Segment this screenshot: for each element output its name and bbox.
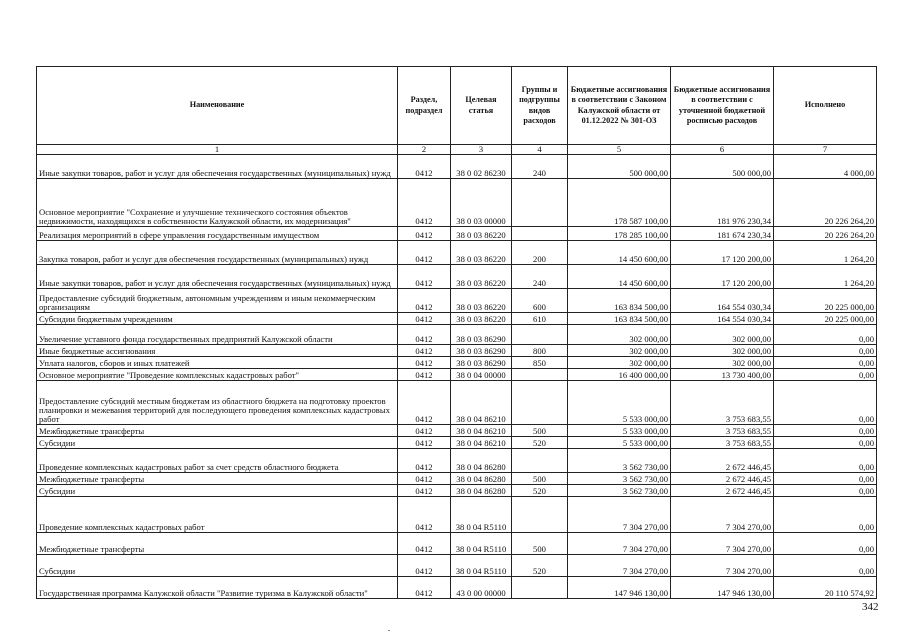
row-executed: 20 225 000,00 (774, 313, 877, 325)
row-section: 0412 (398, 577, 451, 599)
row-article: 38 0 03 86220 (451, 241, 512, 265)
row-law-allocation: 178 285 100,00 (568, 227, 671, 241)
row-section: 0412 (398, 179, 451, 227)
scan-mark (388, 630, 390, 631)
row-law-allocation: 302 000,00 (568, 345, 671, 357)
row-executed: 0,00 (774, 357, 877, 369)
row-group (512, 369, 568, 381)
row-executed: 0,00 (774, 425, 877, 437)
row-name: Субсидии (37, 555, 398, 577)
column-number: 5 (568, 145, 671, 155)
row-group (512, 381, 568, 425)
row-revised-allocation: 500 000,00 (671, 155, 774, 179)
row-name: Закупка товаров, работ и услуг для обеспечения государственных (муниципальных) нужд (37, 241, 398, 265)
row-revised-allocation: 3 753 683,55 (671, 425, 774, 437)
row-article: 38 0 04 86280 (451, 449, 512, 473)
column-number-row (37, 145, 877, 155)
table-row (37, 533, 877, 555)
row-name: Межбюджетные трансферты (37, 533, 398, 555)
row-executed: 1 264,20 (774, 241, 877, 265)
row-section: 0412 (398, 241, 451, 265)
row-section: 0412 (398, 265, 451, 289)
row-article: 38 0 04 R5110 (451, 497, 512, 533)
row-group: 500 (512, 473, 568, 485)
header-group: Группы и подгруппы видов расходов (512, 67, 568, 145)
row-name: Проведение комплексных кадастровых работ за счет средств областного бюджета (37, 449, 398, 473)
row-article: 38 0 02 86230 (451, 155, 512, 179)
row-revised-allocation: 7 304 270,00 (671, 555, 774, 577)
row-article: 38 0 03 86220 (451, 265, 512, 289)
row-revised-allocation: 3 753 683,55 (671, 437, 774, 449)
row-section: 0412 (398, 473, 451, 485)
row-revised-allocation: 147 946 130,00 (671, 577, 774, 599)
row-name: Основное мероприятие "Проведение комплексных кадастровых работ" (37, 369, 398, 381)
header-executed: Исполнено (774, 67, 877, 145)
row-article: 38 0 04 86210 (451, 437, 512, 449)
row-group (512, 179, 568, 227)
header-law-allocation: Бюджетные ассигнования в соответствии с Законом Калужской области от 01.12.2022 № 301-ОЗ (568, 67, 671, 145)
column-number: 2 (398, 145, 451, 155)
table-row (37, 369, 877, 381)
row-group: 610 (512, 313, 568, 325)
row-group: 240 (512, 265, 568, 289)
row-article: 38 0 04 R5110 (451, 533, 512, 555)
row-group: 500 (512, 533, 568, 555)
row-section: 0412 (398, 497, 451, 533)
table-header-row (37, 67, 877, 145)
row-article: 38 0 03 86220 (451, 289, 512, 313)
row-law-allocation: 3 562 730,00 (568, 473, 671, 485)
row-revised-allocation: 302 000,00 (671, 345, 774, 357)
row-name: Иные бюджетные ассигнования (37, 345, 398, 357)
row-section: 0412 (398, 437, 451, 449)
row-group (512, 577, 568, 599)
row-law-allocation: 178 587 100,00 (568, 179, 671, 227)
row-law-allocation: 5 533 000,00 (568, 425, 671, 437)
row-law-allocation: 302 000,00 (568, 325, 671, 345)
row-group: 200 (512, 241, 568, 265)
row-article: 38 0 04 R5110 (451, 555, 512, 577)
row-section: 0412 (398, 289, 451, 313)
header-article: Целевая статья (451, 67, 512, 145)
column-number: 1 (37, 145, 398, 155)
row-article: 38 0 03 86290 (451, 357, 512, 369)
column-number: 7 (774, 145, 877, 155)
row-article: 38 0 03 86220 (451, 227, 512, 241)
row-law-allocation: 163 834 500,00 (568, 313, 671, 325)
row-name: Субсидии (37, 485, 398, 497)
row-group: 850 (512, 357, 568, 369)
table-row (37, 313, 877, 325)
table-row (37, 345, 877, 357)
row-section: 0412 (398, 533, 451, 555)
row-article: 38 0 03 86290 (451, 345, 512, 357)
row-law-allocation: 7 304 270,00 (568, 497, 671, 533)
row-article: 38 0 04 00000 (451, 369, 512, 381)
table-row (37, 357, 877, 369)
row-section: 0412 (398, 449, 451, 473)
row-revised-allocation: 164 554 030,34 (671, 313, 774, 325)
row-name: Государственная программа Калужской области "Развитие туризма в Калужской области" (37, 577, 398, 599)
row-group (512, 227, 568, 241)
page-number: 342 (862, 601, 879, 613)
row-executed: 0,00 (774, 497, 877, 533)
row-group: 520 (512, 437, 568, 449)
row-law-allocation: 3 562 730,00 (568, 449, 671, 473)
row-name: Увеличение уставного фонда государственных предприятий Калужской области (37, 325, 398, 345)
table-row (37, 289, 877, 313)
row-section: 0412 (398, 381, 451, 425)
row-section: 0412 (398, 313, 451, 325)
row-article: 38 0 03 00000 (451, 179, 512, 227)
row-name: Иные закупки товаров, работ и услуг для обеспечения государственных (муниципальных) нужд (37, 265, 398, 289)
row-name: Иные закупки товаров, работ и услуг для обеспечения государственных (муниципальных) нужд (37, 155, 398, 179)
table-row (37, 425, 877, 437)
row-name: Реализация мероприятий в сфере управления государственным имуществом (37, 227, 398, 241)
row-group: 600 (512, 289, 568, 313)
row-group (512, 497, 568, 533)
table-row (37, 179, 877, 227)
row-executed: 4 000,00 (774, 155, 877, 179)
row-name: Основное мероприятие "Сохранение и улучшение технического состояния объектов недвижимости, находящихся в собственности Калужской области, их модернизация" (37, 179, 398, 227)
row-article: 38 0 04 86210 (451, 425, 512, 437)
row-name: Межбюджетные трансферты (37, 473, 398, 485)
table-row (37, 485, 877, 497)
row-group (512, 449, 568, 473)
row-law-allocation: 16 400 000,00 (568, 369, 671, 381)
row-executed: 0,00 (774, 485, 877, 497)
row-executed: 20 110 574,92 (774, 577, 877, 599)
row-law-allocation: 302 000,00 (568, 357, 671, 369)
table-row (37, 155, 877, 179)
row-executed: 0,00 (774, 381, 877, 425)
row-executed: 20 225 000,00 (774, 289, 877, 313)
row-revised-allocation: 17 120 200,00 (671, 241, 774, 265)
header-name: Наименование (37, 67, 398, 145)
row-name: Субсидии бюджетным учреждениям (37, 313, 398, 325)
row-revised-allocation: 7 304 270,00 (671, 497, 774, 533)
row-law-allocation: 163 834 500,00 (568, 289, 671, 313)
header-revised-allocation: Бюджетные ассигнования в соответствии с уточненной бюджетной росписью расходов (671, 67, 774, 145)
table-row (37, 437, 877, 449)
table-row (37, 497, 877, 533)
row-revised-allocation: 13 730 400,00 (671, 369, 774, 381)
row-law-allocation: 14 450 600,00 (568, 265, 671, 289)
row-executed: 0,00 (774, 369, 877, 381)
row-revised-allocation: 302 000,00 (671, 325, 774, 345)
row-law-allocation: 3 562 730,00 (568, 485, 671, 497)
row-group: 520 (512, 555, 568, 577)
table-row (37, 265, 877, 289)
row-article: 38 0 03 86220 (451, 313, 512, 325)
row-revised-allocation: 3 753 683,55 (671, 381, 774, 425)
row-revised-allocation: 181 674 230,34 (671, 227, 774, 241)
row-executed: 20 226 264,20 (774, 179, 877, 227)
row-name: Уплата налогов, сборов и иных платежей (37, 357, 398, 369)
row-section: 0412 (398, 485, 451, 497)
row-revised-allocation: 2 672 446,45 (671, 449, 774, 473)
row-article: 38 0 04 86280 (451, 485, 512, 497)
column-number: 4 (512, 145, 568, 155)
row-law-allocation: 5 533 000,00 (568, 381, 671, 425)
row-revised-allocation: 2 672 446,45 (671, 485, 774, 497)
row-group: 500 (512, 425, 568, 437)
row-revised-allocation: 7 304 270,00 (671, 533, 774, 555)
budget-execution-table (36, 66, 877, 599)
row-law-allocation: 14 450 600,00 (568, 241, 671, 265)
row-name: Субсидии (37, 437, 398, 449)
row-revised-allocation: 164 554 030,34 (671, 289, 774, 313)
row-executed: 1 264,20 (774, 265, 877, 289)
row-executed: 0,00 (774, 555, 877, 577)
row-section: 0412 (398, 227, 451, 241)
row-name: Проведение комплексных кадастровых работ (37, 497, 398, 533)
row-executed: 0,00 (774, 345, 877, 357)
row-revised-allocation: 181 976 230,34 (671, 179, 774, 227)
row-law-allocation: 7 304 270,00 (568, 555, 671, 577)
header-section: Раздел, подраздел (398, 67, 451, 145)
row-group: 240 (512, 155, 568, 179)
row-section: 0412 (398, 555, 451, 577)
table-row (37, 325, 877, 345)
row-revised-allocation: 2 672 446,45 (671, 473, 774, 485)
table-row (37, 241, 877, 265)
row-group: 800 (512, 345, 568, 357)
row-revised-allocation: 302 000,00 (671, 357, 774, 369)
row-group (512, 325, 568, 345)
row-section: 0412 (398, 369, 451, 381)
row-group: 520 (512, 485, 568, 497)
table-row (37, 381, 877, 425)
row-executed: 0,00 (774, 325, 877, 345)
row-revised-allocation: 17 120 200,00 (671, 265, 774, 289)
row-law-allocation: 500 000,00 (568, 155, 671, 179)
row-section: 0412 (398, 425, 451, 437)
row-section: 0412 (398, 325, 451, 345)
row-law-allocation: 147 946 130,00 (568, 577, 671, 599)
row-article: 38 0 04 86210 (451, 381, 512, 425)
table-row (37, 449, 877, 473)
row-executed: 20 226 264,20 (774, 227, 877, 241)
row-executed: 0,00 (774, 449, 877, 473)
row-executed: 0,00 (774, 533, 877, 555)
row-article: 43 0 00 00000 (451, 577, 512, 599)
table-row (37, 227, 877, 241)
row-executed: 0,00 (774, 437, 877, 449)
table-row (37, 555, 877, 577)
column-number: 6 (671, 145, 774, 155)
table-row (37, 577, 877, 599)
row-article: 38 0 04 86280 (451, 473, 512, 485)
row-name: Межбюджетные трансферты (37, 425, 398, 437)
row-article: 38 0 03 86290 (451, 325, 512, 345)
row-name: Предоставление субсидий местным бюджетам из областного бюджета на подготовку проектов планировки и межевания территорий для последующего проведения комплексных кадастровых работ (37, 381, 398, 425)
row-law-allocation: 7 304 270,00 (568, 533, 671, 555)
row-section: 0412 (398, 155, 451, 179)
row-name: Предоставление субсидий бюджетным, автономным учреждениям и иным некоммерческим организациям (37, 289, 398, 313)
row-section: 0412 (398, 357, 451, 369)
row-section: 0412 (398, 345, 451, 357)
column-number: 3 (451, 145, 512, 155)
row-executed: 0,00 (774, 473, 877, 485)
row-law-allocation: 5 533 000,00 (568, 437, 671, 449)
table-row (37, 473, 877, 485)
